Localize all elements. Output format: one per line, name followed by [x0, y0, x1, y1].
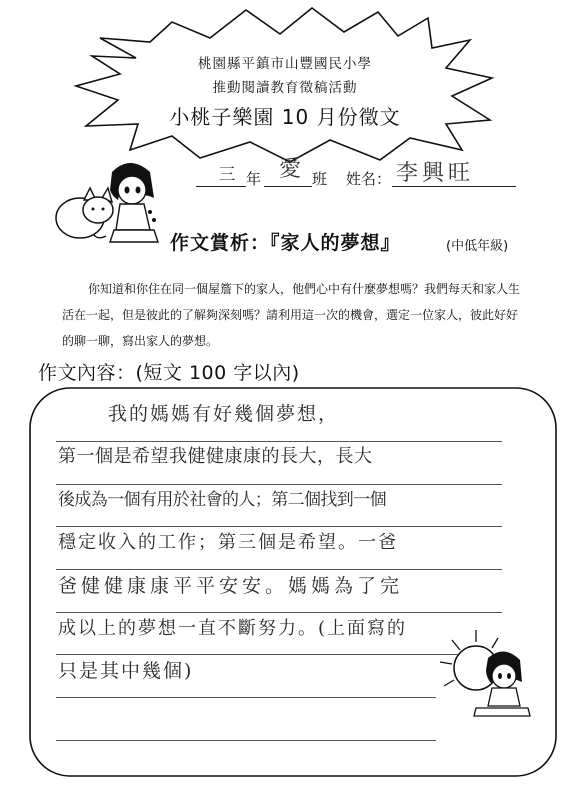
- section-subtitle: (中低年級): [446, 239, 509, 254]
- ruled-line: [56, 612, 502, 613]
- essay-line: 我的媽媽有好幾個夢想，: [108, 403, 340, 425]
- content-label: 作文內容：(短文 100 字以內): [38, 362, 300, 384]
- grade-underline: [196, 186, 246, 187]
- ruled-line: [56, 526, 502, 527]
- ruled-line: [56, 740, 436, 741]
- class-underline: [264, 186, 312, 187]
- essay-line: 成以上的夢想一直不斷努力。(上面寫的: [58, 618, 408, 639]
- girl-with-sun-illustration: [436, 628, 536, 720]
- class-label: 班: [312, 170, 328, 188]
- name-underline: [392, 186, 516, 187]
- grade-value: 三: [218, 165, 236, 185]
- contest-title: 小桃子樂園 10 月份徵文: [169, 105, 401, 129]
- class-value: 愛: [278, 157, 301, 182]
- ruled-line: [56, 697, 436, 698]
- essay-line: 穩定收入的工作；第三個是希望。一爸: [58, 532, 398, 553]
- essay-line: 只是其中幾個): [58, 660, 194, 682]
- girl-with-cat-illustration: [50, 150, 170, 250]
- grade-label: 年: [246, 170, 262, 188]
- essay-line: 後成為一個有用於社會的人；第二個找到一個: [58, 490, 386, 510]
- section-title: 作文賞析：『家人的夢想』: [170, 232, 401, 254]
- event-name: 推動閱讀教育徵稿活動: [212, 80, 358, 96]
- intro-paragraph: 你知道和你住在同一個屋簷下的家人，他們心中有什麼夢想嗎？我們每天和家人生活在一起，但是彼此的了解夠深刻嗎？請利用這一次的機會，選定一位家人，彼此好好的聊一聊，寫出家人的夢想。: [62, 282, 521, 348]
- essay-line: 爸健健康康平平安安。媽媽為了完: [58, 575, 404, 597]
- school-name: 桃園縣平鎮市山豐國民小學: [198, 56, 372, 72]
- student-name-value: 李興旺: [396, 161, 475, 186]
- ruled-line: [56, 569, 502, 570]
- name-label: 姓名：: [346, 170, 392, 188]
- essay-line: 第一個是希望我健健康康的長大，長大: [58, 446, 373, 467]
